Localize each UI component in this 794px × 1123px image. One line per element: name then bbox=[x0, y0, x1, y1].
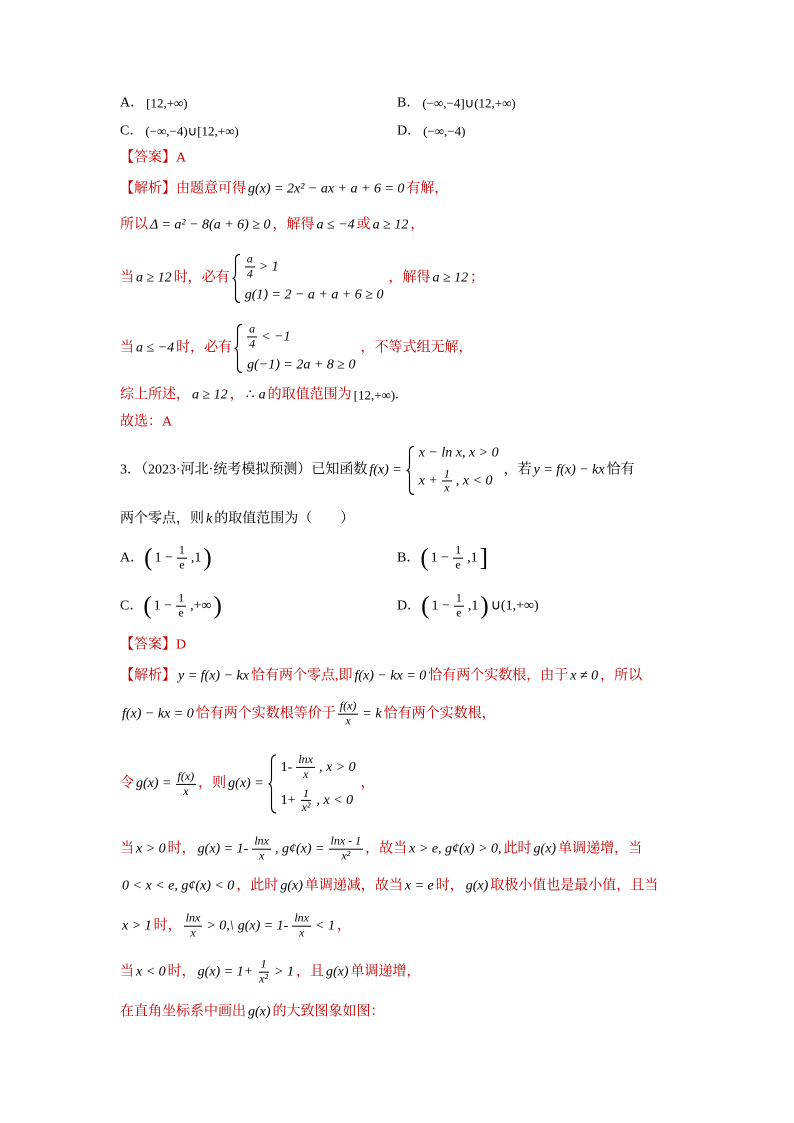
piece-row-1 bbox=[417, 444, 501, 462]
analysis-text: 时， bbox=[153, 918, 182, 934]
denominator: e bbox=[455, 557, 461, 572]
analysis-text: ， bbox=[336, 918, 351, 934]
numerator: lnx bbox=[294, 910, 310, 925]
equation: a ≤ −4 bbox=[316, 217, 355, 233]
analysis-text: 恰有两个实数根， bbox=[383, 706, 496, 722]
denominator: x² bbox=[341, 848, 351, 863]
analysis-text: 单调递减，故当 bbox=[304, 878, 403, 894]
numerator: a bbox=[249, 321, 256, 336]
fraction bbox=[247, 322, 257, 351]
analysis-text: 取极小值也是最小值，且当 bbox=[490, 878, 659, 894]
equation: a ≥ 12 bbox=[136, 270, 172, 286]
equation: a ≥ 12 bbox=[372, 217, 409, 233]
answer-value: A bbox=[176, 150, 187, 166]
close-bracket: ) bbox=[480, 592, 489, 620]
numerator: lnx - 1 bbox=[330, 833, 362, 848]
equation: 1- bbox=[280, 759, 293, 775]
analysis-text: 有解， bbox=[406, 181, 449, 197]
q3-analysis-line-4 bbox=[120, 835, 642, 864]
equation: g(x) = 1- bbox=[237, 918, 289, 934]
system-row-2 bbox=[243, 286, 386, 304]
numerator: 1 bbox=[303, 785, 310, 800]
denominator: x bbox=[299, 925, 305, 940]
open-bracket: ( bbox=[420, 544, 429, 572]
numerator: lnx bbox=[185, 910, 201, 925]
analysis-text: 或 bbox=[356, 217, 371, 233]
q3-option-a bbox=[120, 544, 212, 573]
open-bracket: ( bbox=[144, 544, 153, 572]
q2-analysis-line-6 bbox=[120, 413, 172, 431]
analysis-text: 当 bbox=[120, 270, 134, 286]
equation: < 1 bbox=[315, 918, 335, 934]
analysis-text: 恰有两个零点,即 bbox=[250, 668, 353, 684]
close-bracket: ) bbox=[213, 592, 222, 620]
option-value: (−∞,−4) bbox=[423, 122, 466, 138]
denominator: x bbox=[190, 925, 196, 940]
equation: > 0,\ bbox=[206, 918, 234, 934]
equation: a ≥ 12 bbox=[432, 270, 469, 286]
option-label: A． bbox=[120, 550, 145, 566]
therefore-symbol: ∴ bbox=[245, 387, 255, 403]
fraction bbox=[252, 835, 271, 864]
denominator: x² bbox=[301, 800, 311, 815]
analysis-text: 时， bbox=[435, 878, 464, 894]
numerator: 1 bbox=[443, 465, 450, 480]
equation: 1 − bbox=[431, 598, 450, 614]
analysis-text: ，解得 bbox=[388, 270, 431, 286]
equation: , g¢(x) = bbox=[275, 841, 325, 857]
denominator: x² bbox=[259, 971, 269, 986]
equation: x < 0 bbox=[136, 964, 166, 980]
q3-analysis-line-7 bbox=[120, 958, 421, 987]
q3-analysis-line-3 bbox=[120, 753, 375, 815]
piece-row-1 bbox=[279, 753, 358, 782]
option-label: D． bbox=[397, 598, 422, 614]
option-label: B． bbox=[397, 95, 421, 111]
equation: g(x) = 2x² − ax + a + 6 = 0 bbox=[248, 181, 405, 197]
analysis-text: ， bbox=[410, 217, 425, 233]
analysis-tag: 【解析】 bbox=[120, 668, 176, 684]
equation: x + bbox=[418, 473, 438, 489]
equation: ,1 bbox=[467, 598, 479, 614]
equation: f(x) − kx = 0 bbox=[354, 668, 427, 684]
fraction bbox=[329, 835, 364, 864]
q2-option-d bbox=[397, 122, 465, 140]
q3-option-c bbox=[120, 592, 222, 621]
equation: g(x) = bbox=[228, 776, 264, 792]
fraction bbox=[292, 912, 311, 941]
option-value: (−∞,−4]∪(12,+∞) bbox=[422, 94, 516, 110]
final-choice: 故选：A bbox=[120, 414, 173, 430]
fraction bbox=[257, 958, 270, 987]
option-value: [12,+∞) bbox=[146, 94, 188, 110]
analysis-text: ，故当 bbox=[365, 841, 408, 857]
equation: ,1 bbox=[467, 550, 478, 566]
fraction bbox=[453, 544, 463, 573]
numerator: f(x) bbox=[339, 698, 357, 713]
q3-analysis-line-6 bbox=[120, 912, 351, 941]
denominator: 4 bbox=[249, 336, 256, 351]
numerator: a bbox=[246, 251, 253, 266]
fraction bbox=[454, 592, 464, 621]
q2-answer bbox=[120, 149, 186, 167]
system-row-1 bbox=[245, 322, 357, 351]
analysis-text: 综上所述， bbox=[120, 387, 190, 403]
fraction bbox=[177, 544, 187, 573]
equation: > 1 bbox=[258, 259, 279, 274]
analysis-text: 在直角坐标系中画出 bbox=[120, 1004, 246, 1020]
analysis-text: ， bbox=[229, 387, 244, 403]
q3-answer bbox=[120, 636, 186, 654]
equation: ,1 bbox=[190, 550, 202, 566]
equation: = k bbox=[362, 706, 382, 722]
numerator: f(x) bbox=[177, 768, 195, 783]
q2-analysis-line-3 bbox=[120, 252, 484, 303]
analysis-text: 单调递增，当 bbox=[558, 841, 643, 857]
analysis-text: 时，必有 bbox=[176, 340, 233, 356]
left-brace-icon bbox=[406, 445, 415, 495]
analysis-text: 单调递增， bbox=[350, 964, 421, 980]
option-label: C． bbox=[120, 123, 144, 139]
q3-stem-line-2 bbox=[120, 510, 354, 528]
question-text: 3．（2023·河北·统考模拟预测）已知函数 bbox=[120, 462, 368, 478]
equation: g(x) = 1- bbox=[197, 841, 249, 857]
analysis-text: 的大致图象如图： bbox=[272, 1004, 385, 1020]
open-bracket: ( bbox=[143, 592, 152, 620]
q3-analysis-line-8 bbox=[120, 1003, 385, 1021]
piece-row-2 bbox=[279, 787, 358, 816]
numerator: 1 bbox=[178, 542, 185, 557]
analysis-text: ，则 bbox=[198, 776, 227, 792]
answer-value: D bbox=[176, 637, 187, 653]
left-brace-icon bbox=[232, 253, 241, 303]
equation: g(x) = bbox=[136, 776, 172, 792]
answer-tag: 【答案】 bbox=[120, 150, 176, 166]
equation: g(1) = 2 − a + a + 6 ≥ 0 bbox=[244, 287, 384, 303]
question-text: ，若 bbox=[503, 462, 532, 478]
inequality-system bbox=[234, 322, 357, 373]
fraction bbox=[184, 912, 203, 941]
piecewise-function bbox=[268, 753, 358, 815]
analysis-text: ， bbox=[360, 776, 375, 792]
q3-option-b bbox=[397, 544, 488, 573]
q2-option-c bbox=[120, 122, 239, 140]
equation: , x > 0 bbox=[319, 759, 356, 775]
analysis-tag: 【解析】 bbox=[120, 181, 176, 197]
q2-analysis-line-4 bbox=[120, 322, 473, 373]
system-row-1 bbox=[243, 252, 386, 281]
denominator: e bbox=[456, 605, 462, 620]
close-bracket: ) bbox=[203, 544, 212, 572]
q2-analysis-line-1 bbox=[120, 180, 448, 198]
equation: x − ln x, x > 0 bbox=[418, 445, 499, 461]
equation: ,+∞ bbox=[190, 598, 212, 614]
close-bracket: ] bbox=[479, 544, 488, 572]
system-row-2 bbox=[245, 356, 357, 374]
equation: f(x) = bbox=[369, 462, 402, 478]
question-text: 两个零点，则 bbox=[120, 511, 204, 527]
option-label: A． bbox=[120, 95, 145, 111]
equation: a ≥ 12 bbox=[192, 387, 228, 403]
equation: g(x) bbox=[326, 964, 349, 980]
analysis-text: 恰有两个实数根等价于 bbox=[195, 706, 336, 722]
fraction bbox=[176, 770, 197, 799]
fraction bbox=[176, 592, 186, 621]
analysis-text: 恰有两个实数根，由于 bbox=[428, 668, 569, 684]
denominator: x bbox=[345, 713, 351, 728]
denominator: 4 bbox=[246, 266, 253, 281]
interval: [12,+∞) bbox=[353, 386, 396, 402]
q3-stem-line-1 bbox=[120, 444, 635, 495]
denominator: e bbox=[179, 557, 185, 572]
open-bracket: ( bbox=[421, 592, 430, 620]
equation: f(x) − kx = 0 bbox=[122, 706, 194, 722]
denominator: x bbox=[303, 766, 309, 781]
analysis-text: 由题意可得 bbox=[176, 181, 246, 197]
answer-tag: 【答案】 bbox=[120, 637, 176, 653]
piece-row-2 bbox=[417, 467, 501, 496]
analysis-text: 时， bbox=[167, 964, 196, 980]
left-brace-icon bbox=[234, 323, 243, 373]
equation: , x < 0 bbox=[455, 473, 493, 489]
left-brace-icon bbox=[268, 754, 277, 814]
equation: , x < 0 bbox=[316, 793, 354, 809]
analysis-text: 当 bbox=[120, 841, 134, 857]
period: . bbox=[395, 387, 399, 403]
analysis-text: ，不等式组无解， bbox=[360, 340, 473, 356]
q3-analysis-line-1 bbox=[120, 667, 642, 685]
question-text: 恰有 bbox=[606, 462, 635, 478]
denominator: e bbox=[178, 605, 184, 620]
option-value: (−∞,−4)∪[12,+∞) bbox=[145, 122, 239, 138]
analysis-text: ； bbox=[470, 270, 485, 286]
equation: k bbox=[206, 511, 213, 527]
option-label: C． bbox=[120, 598, 144, 614]
equation: x ≠ 0 bbox=[570, 668, 599, 684]
equation: g(x) = 1+ bbox=[197, 964, 254, 980]
equation: 1 − bbox=[154, 550, 173, 566]
numerator: 1 bbox=[455, 590, 462, 605]
denominator: x bbox=[259, 848, 265, 863]
q3-analysis-line-2 bbox=[120, 700, 496, 729]
numerator: 1 bbox=[455, 542, 462, 557]
analysis-text: 令 bbox=[120, 776, 134, 792]
numerator: lnx bbox=[254, 833, 269, 848]
analysis-text: 当 bbox=[120, 964, 134, 980]
equation: x > 1 bbox=[122, 918, 152, 934]
fraction bbox=[338, 700, 359, 729]
numerator: lnx bbox=[298, 751, 313, 766]
equation: g(−1) = 2a + 8 ≥ 0 bbox=[247, 357, 356, 373]
fraction bbox=[442, 467, 452, 496]
equation: a bbox=[258, 387, 266, 403]
equation: > 1 bbox=[274, 964, 294, 980]
equation: y = f(x) − kx bbox=[533, 462, 605, 478]
analysis-text: 所以 bbox=[120, 217, 148, 233]
equation: x = e bbox=[404, 878, 434, 894]
equation: Δ = a² − 8(a + 6) ≥ 0 bbox=[150, 217, 271, 233]
q2-option-b bbox=[397, 94, 516, 112]
analysis-text: ，所以 bbox=[600, 668, 643, 684]
equation: y = f(x) − kx bbox=[178, 668, 249, 684]
analysis-text: ，解得 bbox=[272, 217, 315, 233]
denominator: x bbox=[444, 480, 450, 495]
equation: 1+ bbox=[280, 793, 296, 809]
equation: 1 − bbox=[430, 550, 450, 566]
equation: x > 0 bbox=[136, 841, 166, 857]
question-text: 的取值范围为（ ） bbox=[214, 511, 355, 527]
equation: g(x) bbox=[248, 1004, 271, 1020]
analysis-text: ，此时 bbox=[236, 878, 279, 894]
fraction bbox=[296, 753, 315, 782]
numerator: 1 bbox=[260, 956, 267, 971]
numerator: 1 bbox=[178, 590, 185, 605]
equation: a ≤ −4 bbox=[136, 340, 175, 356]
q2-analysis-line-5 bbox=[120, 386, 399, 404]
analysis-text: 的取值范围为 bbox=[267, 387, 352, 403]
q2-option-a bbox=[120, 94, 188, 112]
analysis-text: ，且 bbox=[296, 964, 324, 980]
equation: x > e, g¢(x) > 0, bbox=[409, 841, 502, 857]
equation: g(x) bbox=[280, 878, 303, 894]
equation: g(x) bbox=[533, 841, 557, 857]
q2-analysis-line-2 bbox=[120, 216, 424, 234]
equation: 1 − bbox=[153, 598, 173, 614]
inequality-system bbox=[232, 252, 386, 303]
analysis-text: 时，必有 bbox=[173, 270, 230, 286]
denominator: x bbox=[183, 783, 189, 798]
piecewise-function bbox=[406, 444, 501, 495]
q3-analysis-line-5 bbox=[120, 877, 658, 895]
equation: < −1 bbox=[261, 329, 291, 344]
analysis-text: 时， bbox=[167, 841, 196, 857]
option-label: B． bbox=[397, 550, 421, 566]
equation: g(x) bbox=[465, 878, 489, 894]
union-interval: ∪(1,+∞) bbox=[490, 598, 539, 614]
analysis-text: 当 bbox=[120, 340, 134, 356]
fraction bbox=[300, 787, 313, 816]
fraction bbox=[245, 252, 255, 281]
equation: 0 < x < e, g¢(x) < 0 bbox=[122, 878, 235, 894]
analysis-text: 此时 bbox=[503, 841, 532, 857]
option-label: D． bbox=[397, 123, 422, 139]
q3-option-d bbox=[397, 592, 541, 621]
